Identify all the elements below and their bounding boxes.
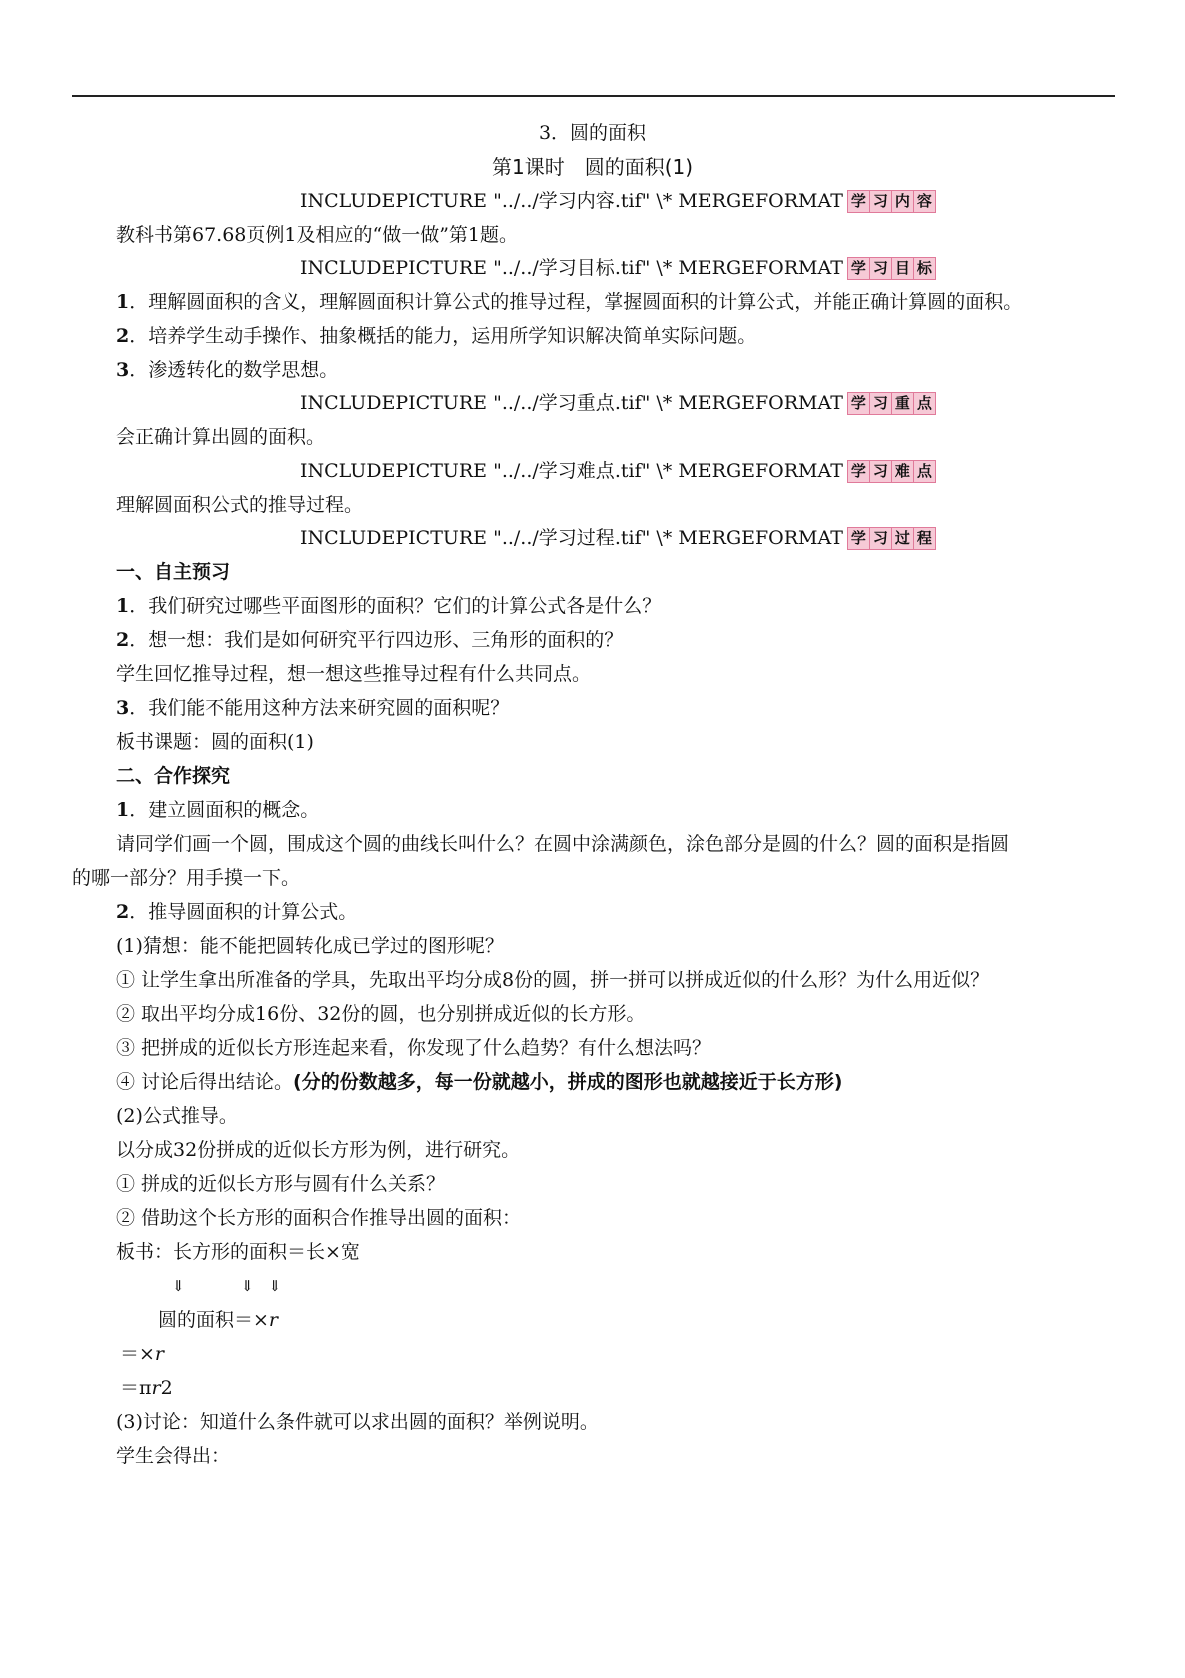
arrow-down-icon: ⇓ ⇓: [241, 1277, 282, 1295]
discuss-heading: (3)讨论：知道什么条件就可以求出圆的面积？举例说明。: [116, 1411, 599, 1433]
include-field-process: [300, 523, 936, 553]
formula-line-3: [120, 1373, 173, 1403]
include-field-objectives: [300, 253, 936, 283]
badge-char: 目: [892, 258, 914, 279]
part2-heading: 二、合作探究: [116, 765, 231, 787]
include-prefix: INCLUDEPICTURE "../../: [300, 190, 539, 212]
include-suffix: .tif" \* MERGEFORMAT: [614, 190, 843, 212]
badge-char: 习: [870, 258, 892, 279]
badge-char: 内: [892, 191, 914, 212]
content-text: 教科书第67.68页例1及相应的“做一做”第1题。: [116, 224, 518, 246]
objective-text: ．培养学生动手操作、抽象概括的能力，运用所学知识解决简单实际问题。: [129, 325, 757, 347]
part1-q3: [116, 693, 509, 723]
objective-1: [116, 287, 1022, 317]
guess-item-4: [116, 1067, 842, 1097]
part2-step1-para-b: 的哪一部分？用手摸一下。: [72, 867, 301, 889]
step-number: 1: [116, 799, 130, 821]
section-title: 3．圆的面积: [538, 122, 647, 144]
formula-text: 圆的面积＝×: [158, 1309, 269, 1331]
derive-item-1: ① 拼成的近似长方形与圆有什么关系？: [116, 1173, 446, 1195]
question-number: 3: [116, 697, 130, 719]
badge-char: 容: [916, 191, 932, 210]
include-prefix: INCLUDEPICTURE "../../: [300, 392, 539, 414]
badge-char: 学: [848, 528, 870, 549]
objective-text: ．渗透转化的数学思想。: [129, 359, 339, 381]
badge-char: 点: [916, 393, 932, 412]
guess-item-4-answer: (分的份数越多，每一份就越小，拼成的图形也就越接近于长方形): [293, 1071, 843, 1093]
board-formula: 板书：长方形的面积＝长×宽: [116, 1241, 360, 1263]
badge-char: 点: [916, 461, 932, 480]
guess-item-1: ① 让学生拿出所准备的学具，先取出平均分成8份的圆，拼一拼可以拼成近似的什么形？为什么用近似？: [116, 969, 990, 991]
badge-char: 习: [870, 461, 892, 482]
question-text: ．我们研究过哪些平面图形的面积？它们的计算公式各是什么？: [129, 595, 662, 617]
guess-item-2: ② 取出平均分成16份、32份的圆，也分别拼成近似的长方形。: [116, 1003, 646, 1025]
include-prefix: INCLUDEPICTURE "../../: [300, 460, 539, 482]
badge-char: 学: [848, 258, 870, 279]
badge-char: 难: [892, 461, 914, 482]
question-number: 2: [116, 629, 130, 651]
badge-char: 程: [916, 528, 932, 547]
formula-line-2: [120, 1339, 164, 1369]
part1-q2: [116, 625, 623, 655]
formula-text: ＝π: [120, 1377, 152, 1399]
guess-item-3: ③ 把拼成的近似长方形连起来看，你发现了什么趋势？有什么想法吗？: [116, 1037, 712, 1059]
part2-step1: [116, 795, 319, 825]
include-field-keypoint: [300, 388, 936, 418]
include-field-difficulty: [300, 456, 936, 486]
formula-text: ＝×: [120, 1343, 155, 1365]
badge-content: [847, 190, 936, 213]
objective-text: ．理解圆面积的含义，理解圆面积计算公式的推导过程，掌握圆面积的计算公式，并能正确计算圆的面积。: [129, 291, 1023, 313]
include-file: 学习过程: [538, 527, 615, 549]
step-number: 2: [116, 901, 130, 923]
objective-3: [116, 355, 338, 385]
badge-char: 过: [892, 528, 914, 549]
derive-heading: (2)公式推导。: [116, 1105, 238, 1127]
include-suffix: .tif" \* MERGEFORMAT: [614, 460, 843, 482]
badge-difficulty: [847, 460, 936, 483]
question-text: ．我们能不能用这种方法来研究圆的面积呢？: [129, 697, 510, 719]
part1-board: 板书课题：圆的面积(1): [116, 731, 314, 753]
formula-var: r: [151, 1377, 161, 1399]
formula-line-1: [158, 1305, 278, 1335]
part2-step1-para-a: 请同学们画一个圆，围成这个圆的曲线长叫什么？在圆中涂满颜色，涂色部分是圆的什么？圆的面积是指圆: [116, 833, 1010, 855]
question-number: 1: [116, 595, 130, 617]
include-prefix: INCLUDEPICTURE "../../: [300, 257, 539, 279]
include-prefix: INCLUDEPICTURE "../../: [300, 527, 539, 549]
include-suffix: .tif" \* MERGEFORMAT: [614, 392, 843, 414]
include-suffix: .tif" \* MERGEFORMAT: [614, 527, 843, 549]
difficulty-text: 理解圆面积公式的推导过程。: [116, 494, 364, 516]
badge-keypoint: [847, 392, 936, 415]
derive-item-2: ② 借助这个长方形的面积合作推导出圆的面积：: [116, 1207, 522, 1229]
badge-objectives: [847, 257, 936, 280]
formula-var: r: [268, 1309, 279, 1331]
header-rule: [72, 95, 1115, 97]
keypoint-text: 会正确计算出圆的面积。: [116, 426, 326, 448]
guess-heading: (1)猜想：能不能把圆转化成已学过的图形呢？: [116, 935, 504, 957]
badge-char: 习: [870, 528, 892, 549]
badge-char: 习: [870, 191, 892, 212]
include-file: 学习难点: [538, 460, 615, 482]
part2-step2: [116, 897, 357, 927]
part1-heading: 一、自主预习: [116, 561, 231, 583]
derive-note: 以分成32份拼成的近似长方形为例，进行研究。: [116, 1139, 521, 1161]
step-text: ．推导圆面积的计算公式。: [129, 901, 358, 923]
lesson-title: 第1课时 圆的面积(1): [491, 155, 694, 179]
guess-item-4-text: ④ 讨论后得出结论。: [116, 1071, 294, 1093]
badge-process: [847, 527, 936, 550]
include-field-content: [300, 186, 936, 216]
question-text: ．想一想：我们是如何研究平行四边形、三角形的面积的？: [129, 629, 624, 651]
formula-var: r: [154, 1343, 165, 1365]
include-suffix: .tif" \* MERGEFORMAT: [614, 257, 843, 279]
include-file: 学习重点: [538, 392, 615, 414]
part1-q2-note: 学生回忆推导过程，想一想这些推导过程有什么共同点。: [116, 663, 592, 685]
badge-char: 学: [848, 191, 870, 212]
include-file: 学习目标: [538, 257, 615, 279]
include-file: 学习内容: [538, 190, 615, 212]
objective-2: [116, 321, 756, 351]
badge-char: 重: [892, 393, 914, 414]
formula-text: 2: [160, 1377, 173, 1399]
students-conclusion: 学生会得出：: [116, 1445, 231, 1467]
badge-char: 习: [870, 393, 892, 414]
step-text: ．建立圆面积的概念。: [129, 799, 320, 821]
objective-number: 1: [116, 291, 130, 313]
badge-char: 学: [848, 393, 870, 414]
objective-number: 3: [116, 359, 130, 381]
arrow-down-icon: ⇓: [172, 1277, 185, 1295]
part1-q1: [116, 591, 661, 621]
badge-char: 学: [848, 461, 870, 482]
badge-char: 标: [916, 258, 932, 277]
objective-number: 2: [116, 325, 130, 347]
